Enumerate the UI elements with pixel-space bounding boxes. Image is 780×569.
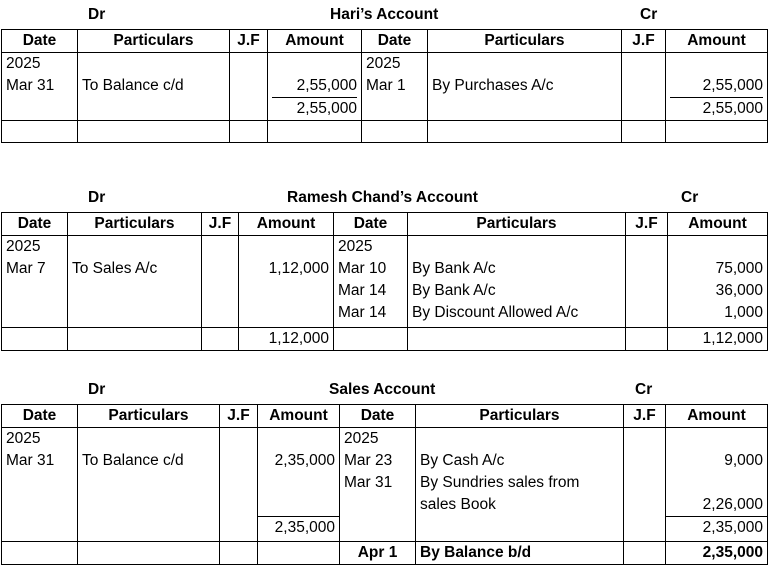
sales-dr-amount: 2,35,000: [274, 452, 335, 469]
ramesh-cr-year: 2025: [338, 238, 373, 255]
ramesh-dr-particulars: To Sales A/c: [72, 260, 158, 277]
sales-account-title: Sales Account: [329, 381, 436, 398]
hari-dr-date-cell: [2, 53, 78, 121]
ramesh-total-row: [2, 328, 768, 351]
hari-cr-amount: 2,55,000: [670, 75, 763, 98]
sales-dr-date-cell: [2, 428, 78, 542]
sales-cr-year: 2025: [344, 430, 379, 447]
sales-cr-amount-cell: [666, 428, 768, 542]
sales-dr-total: 2,35,000: [258, 516, 339, 538]
ramesh-cr-date-header: Date: [334, 213, 408, 236]
sales-balance-bd-date: Apr 1: [340, 542, 416, 565]
hari-cr-year: 2025: [366, 55, 401, 72]
ramesh-cr-jf-header: J.F: [626, 213, 668, 236]
hari-dr-label: Dr: [88, 6, 106, 23]
sales-cr-amount-header: Amount: [666, 405, 768, 428]
sales-cr-particulars-1: By Cash A/c: [420, 452, 505, 469]
sales-cr-amount-2: 2,26,000: [702, 496, 763, 513]
sales-dr-amount-cell: [258, 428, 340, 542]
ramesh-dr-date-header: Date: [2, 213, 68, 236]
ramesh-ledger-table: [1, 212, 768, 351]
ramesh-cr-jf-cell: [626, 236, 668, 328]
sales-cr-particulars-2b: sales Book: [420, 496, 496, 513]
sales-ledger-table: [1, 404, 768, 565]
sales-cr-particulars-2: By Sundries sales from: [420, 474, 580, 491]
ramesh-dr-date: Mar 7: [6, 260, 46, 277]
sales-dr-label: Dr: [88, 381, 106, 398]
hari-cr-particulars-cell: [428, 53, 622, 121]
ramesh-dr-amount: 1,12,000: [268, 260, 329, 277]
hari-cr-jf-header: J.F: [622, 30, 666, 53]
sales-dr-date-header: Date: [2, 405, 78, 428]
hari-cr-label: Cr: [640, 6, 658, 23]
hari-dr-amount: 2,55,000: [272, 75, 357, 98]
hari-dr-total: 2,55,000: [296, 100, 357, 117]
sales-cr-date-header: Date: [340, 405, 416, 428]
sales-cr-date-1: Mar 23: [344, 452, 393, 469]
hari-ledger-table: [1, 29, 768, 143]
ramesh-cr-amount-1: 75,000: [715, 260, 763, 277]
ramesh-dr-date-cell: [2, 236, 68, 328]
ramesh-cr-particulars-1: By Bank A/c: [412, 260, 496, 277]
hari-header-row: [2, 30, 768, 53]
sales-cr-label: Cr: [635, 381, 653, 398]
hari-cr-particulars-header: Particulars: [428, 30, 622, 53]
ramesh-dr-total: 1,12,000: [239, 328, 334, 351]
hari-cr-date-header: Date: [362, 30, 428, 53]
hari-cr-total: 2,55,000: [702, 100, 763, 117]
hari-entry-row: [2, 53, 768, 121]
hari-dr-date-header: Date: [2, 30, 78, 53]
hari-dr-particulars-cell: [78, 53, 230, 121]
ramesh-cr-particulars-cell: [408, 236, 626, 328]
ramesh-cr-amount-2: 36,000: [715, 282, 763, 299]
ramesh-cr-particulars-header: Particulars: [408, 213, 626, 236]
sales-cr-total: 2,35,000: [666, 516, 767, 538]
sales-cr-date-2: Mar 31: [344, 474, 393, 491]
hari-dr-amount-cell: [268, 53, 362, 121]
hari-cr-amount-cell: [666, 53, 768, 121]
ramesh-account-title: Ramesh Chand’s Account: [287, 189, 478, 206]
ramesh-cr-amount-cell: [668, 236, 768, 328]
ramesh-cr-date-1: Mar 10: [338, 260, 387, 277]
sales-dr-particulars: To Balance c/d: [82, 452, 184, 469]
sales-cr-particulars-cell: [416, 428, 624, 542]
hari-blank-row: [2, 121, 768, 143]
hari-dr-date: Mar 31: [6, 77, 55, 94]
ramesh-dr-particulars-cell: [68, 236, 202, 328]
hari-cr-particulars: By Purchases A/c: [432, 77, 554, 94]
sales-dr-jf-cell: [220, 428, 258, 542]
sales-balance-bd-amount: 2,35,000: [666, 542, 768, 565]
ramesh-dr-year: 2025: [6, 238, 41, 255]
ramesh-header-row: [2, 213, 768, 236]
ramesh-cr-particulars-3: By Discount Allowed A/c: [412, 304, 579, 321]
hari-cr-date-cell: [362, 53, 428, 121]
ramesh-dr-particulars-header: Particulars: [68, 213, 202, 236]
sales-header-row: [2, 405, 768, 428]
ramesh-cr-total: 1,12,000: [668, 328, 768, 351]
ramesh-dr-jf-header: J.F: [202, 213, 239, 236]
sales-cr-date-cell: [340, 428, 416, 542]
sales-cr-jf-header: J.F: [624, 405, 666, 428]
sales-dr-particulars-cell: [78, 428, 220, 542]
hari-dr-amount-header: Amount: [268, 30, 362, 53]
sales-balance-row: [2, 542, 768, 565]
sales-dr-date: Mar 31: [6, 452, 55, 469]
ramesh-dr-jf-cell: [202, 236, 239, 328]
hari-cr-jf-cell: [622, 53, 666, 121]
hari-dr-particulars-header: Particulars: [78, 30, 230, 53]
sales-dr-jf-header: J.F: [220, 405, 258, 428]
ramesh-cr-date-3: Mar 14: [338, 304, 387, 321]
sales-dr-particulars-header: Particulars: [78, 405, 220, 428]
ramesh-dr-amount-header: Amount: [239, 213, 334, 236]
ramesh-cr-date-2: Mar 14: [338, 282, 387, 299]
sales-cr-amount-1: 9,000: [724, 452, 763, 469]
hari-cr-amount-header: Amount: [666, 30, 768, 53]
ramesh-entry-row: [2, 236, 768, 328]
hari-dr-particulars: To Balance c/d: [82, 77, 184, 94]
sales-balance-bd-particulars: By Balance b/d: [416, 542, 624, 565]
ramesh-cr-label: Cr: [681, 189, 699, 206]
ramesh-cr-amount-3: 1,000: [724, 304, 763, 321]
sales-entry-row: [2, 428, 768, 542]
hari-account-title: Hari’s Account: [330, 6, 439, 23]
hari-dr-jf-cell: [230, 53, 268, 121]
ramesh-cr-amount-header: Amount: [668, 213, 768, 236]
ramesh-dr-amount-cell: [239, 236, 334, 328]
sales-dr-year: 2025: [6, 430, 41, 447]
sales-dr-amount-header: Amount: [258, 405, 340, 428]
hari-dr-year: 2025: [6, 55, 41, 72]
ramesh-cr-date-cell: [334, 236, 408, 328]
ramesh-cr-particulars-2: By Bank A/c: [412, 282, 496, 299]
sales-cr-particulars-header: Particulars: [416, 405, 624, 428]
sales-cr-jf-cell: [624, 428, 666, 542]
hari-dr-jf-header: J.F: [230, 30, 268, 53]
ramesh-dr-label: Dr: [88, 189, 106, 206]
hari-cr-date: Mar 1: [366, 77, 406, 94]
